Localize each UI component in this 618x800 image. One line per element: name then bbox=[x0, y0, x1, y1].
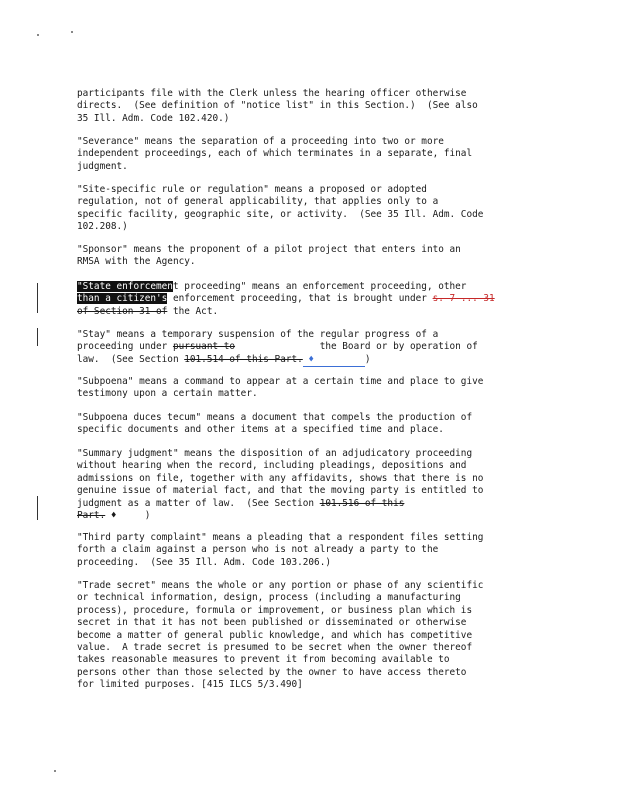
text-line bbox=[77, 498, 547, 510]
text-run: law. (See Section bbox=[77, 353, 185, 365]
text-run: t proceeding" means an enforcement proceeding, other bbox=[172, 281, 467, 292]
inserted-text-field: ♦ bbox=[303, 354, 365, 367]
text-line bbox=[77, 341, 547, 353]
text-line: 102.208.) bbox=[77, 221, 128, 233]
text-run: the Board or by operation of bbox=[235, 341, 478, 353]
deleted-text: pursuant to bbox=[172, 341, 236, 353]
text-line: 35 Ill. Adm. Code 102.420.) bbox=[77, 112, 230, 124]
text-run: enforcement proceeding, that is brought under bbox=[167, 293, 433, 305]
text-line: regulation, not of general applicability, that applies only to a bbox=[77, 196, 439, 208]
text-line bbox=[77, 306, 547, 318]
text-run: the Act. bbox=[167, 305, 219, 317]
text-line: testimony upon a certain matter. bbox=[77, 388, 258, 400]
deleted-text: Part. bbox=[77, 510, 106, 522]
definition-summary-judgment bbox=[77, 448, 547, 522]
text-run: ) bbox=[364, 353, 371, 365]
text-line: RMSA with the Agency. bbox=[77, 256, 196, 268]
definition-site-specific-rule bbox=[77, 184, 547, 234]
text-line: takes reasonable measures to prevent it from becoming available to bbox=[77, 654, 450, 666]
change-bar bbox=[37, 328, 38, 346]
text-line: specific documents and other items at a specified time and place. bbox=[77, 424, 444, 436]
text-line: participants file with the Clerk unless the hearing officer otherwise bbox=[77, 88, 467, 99]
deleted-text: 101.516 of this bbox=[319, 497, 405, 509]
text-line bbox=[77, 354, 547, 367]
text-line: genuine issue of material fact, and that the moving party is entitled to bbox=[77, 485, 484, 497]
definition-trade-secret bbox=[77, 580, 547, 692]
text-line: for limited purposes. [415 ILCS 5/3.490] bbox=[77, 679, 303, 691]
text-line: become a matter of general public knowledge, and which has competitive bbox=[77, 629, 473, 641]
highlighted-text: "State enforcemen bbox=[77, 281, 173, 292]
text-line bbox=[77, 281, 547, 293]
text-run: proceeding under bbox=[77, 341, 173, 353]
text-run: judgment as a matter of law. (See Section bbox=[77, 497, 320, 509]
text-line: admissions on file, together with any affidavits, shows that there is no bbox=[77, 472, 484, 484]
paragraph-notice-list-continuation bbox=[77, 88, 547, 125]
text-line: "Summary judgment" means the disposition of an adjudicatory proceeding bbox=[77, 448, 473, 459]
text-line: "Sponsor" means the proponent of a pilot project that enters into an bbox=[77, 244, 461, 255]
deleted-text: s. 7 ... 31 bbox=[432, 293, 495, 305]
text-line: proceeding. (See 35 Ill. Adm. Code 103.206.) bbox=[77, 556, 331, 568]
text-line: forth a claim against a person who is not already a party to the bbox=[77, 544, 439, 556]
scan-speck bbox=[71, 31, 73, 33]
definition-stay bbox=[77, 329, 547, 367]
text-line: "Third party complaint" means a pleading that a respondent files setting bbox=[77, 532, 484, 543]
definition-subpoena-duces-tecum bbox=[77, 412, 547, 437]
text-line bbox=[77, 293, 547, 305]
text-line: process), procedure, formula or improvement, or business plan which is bbox=[77, 604, 473, 616]
text-line: "Severance" means the separation of a proceeding into two or more bbox=[77, 136, 444, 147]
text-line: "Stay" means a temporary suspension of the regular progress of a bbox=[77, 329, 439, 340]
text-line: secret in that it has not been published or disseminated or otherwise bbox=[77, 617, 467, 629]
definition-third-party-complaint bbox=[77, 532, 547, 569]
deleted-text: of Section 31 of bbox=[77, 305, 168, 317]
change-bar bbox=[37, 496, 38, 520]
text-line bbox=[77, 510, 547, 522]
text-run: ♦ ) bbox=[105, 510, 151, 522]
text-line: "Site-specific rule or regulation" means a proposed or adopted bbox=[77, 184, 427, 195]
text-line: value. A trade secret is presumed to be secret when the owner thereof bbox=[77, 642, 473, 654]
text-line: "Subpoena duces tecum" means a document that compels the production of bbox=[77, 412, 473, 423]
text-line: persons other than those selected by the owner to have access thereto bbox=[77, 666, 467, 678]
text-line: independent proceedings, each of which terminates in a separate, final bbox=[77, 148, 473, 160]
text-line: or technical information, design, process (including a manufacturing bbox=[77, 592, 461, 604]
text-line: specific facility, geographic site, or activity. (See 35 Ill. Adm. Code bbox=[77, 208, 484, 220]
highlighted-text: than a citizen's bbox=[77, 293, 168, 305]
change-bar bbox=[37, 283, 38, 313]
definition-subpoena bbox=[77, 376, 547, 401]
text-line: "Trade secret" means the whole or any portion or phase of any scientific bbox=[77, 580, 484, 591]
definition-sponsor bbox=[77, 244, 547, 269]
definition-state-enforcement-proceeding bbox=[77, 281, 547, 318]
scan-speck bbox=[37, 34, 39, 36]
text-line: "Subpoena" means a command to appear at a certain time and place to give bbox=[77, 376, 484, 387]
text-line: judgment. bbox=[77, 160, 128, 172]
definition-severance bbox=[77, 136, 547, 173]
deleted-text: 101.514 of this Part. bbox=[184, 353, 303, 365]
scan-speck bbox=[54, 770, 56, 772]
text-line: directs. (See definition of "notice list" in this Section.) (See also bbox=[77, 100, 478, 112]
text-line: without hearing when the record, including pleadings, depositions and bbox=[77, 460, 467, 472]
